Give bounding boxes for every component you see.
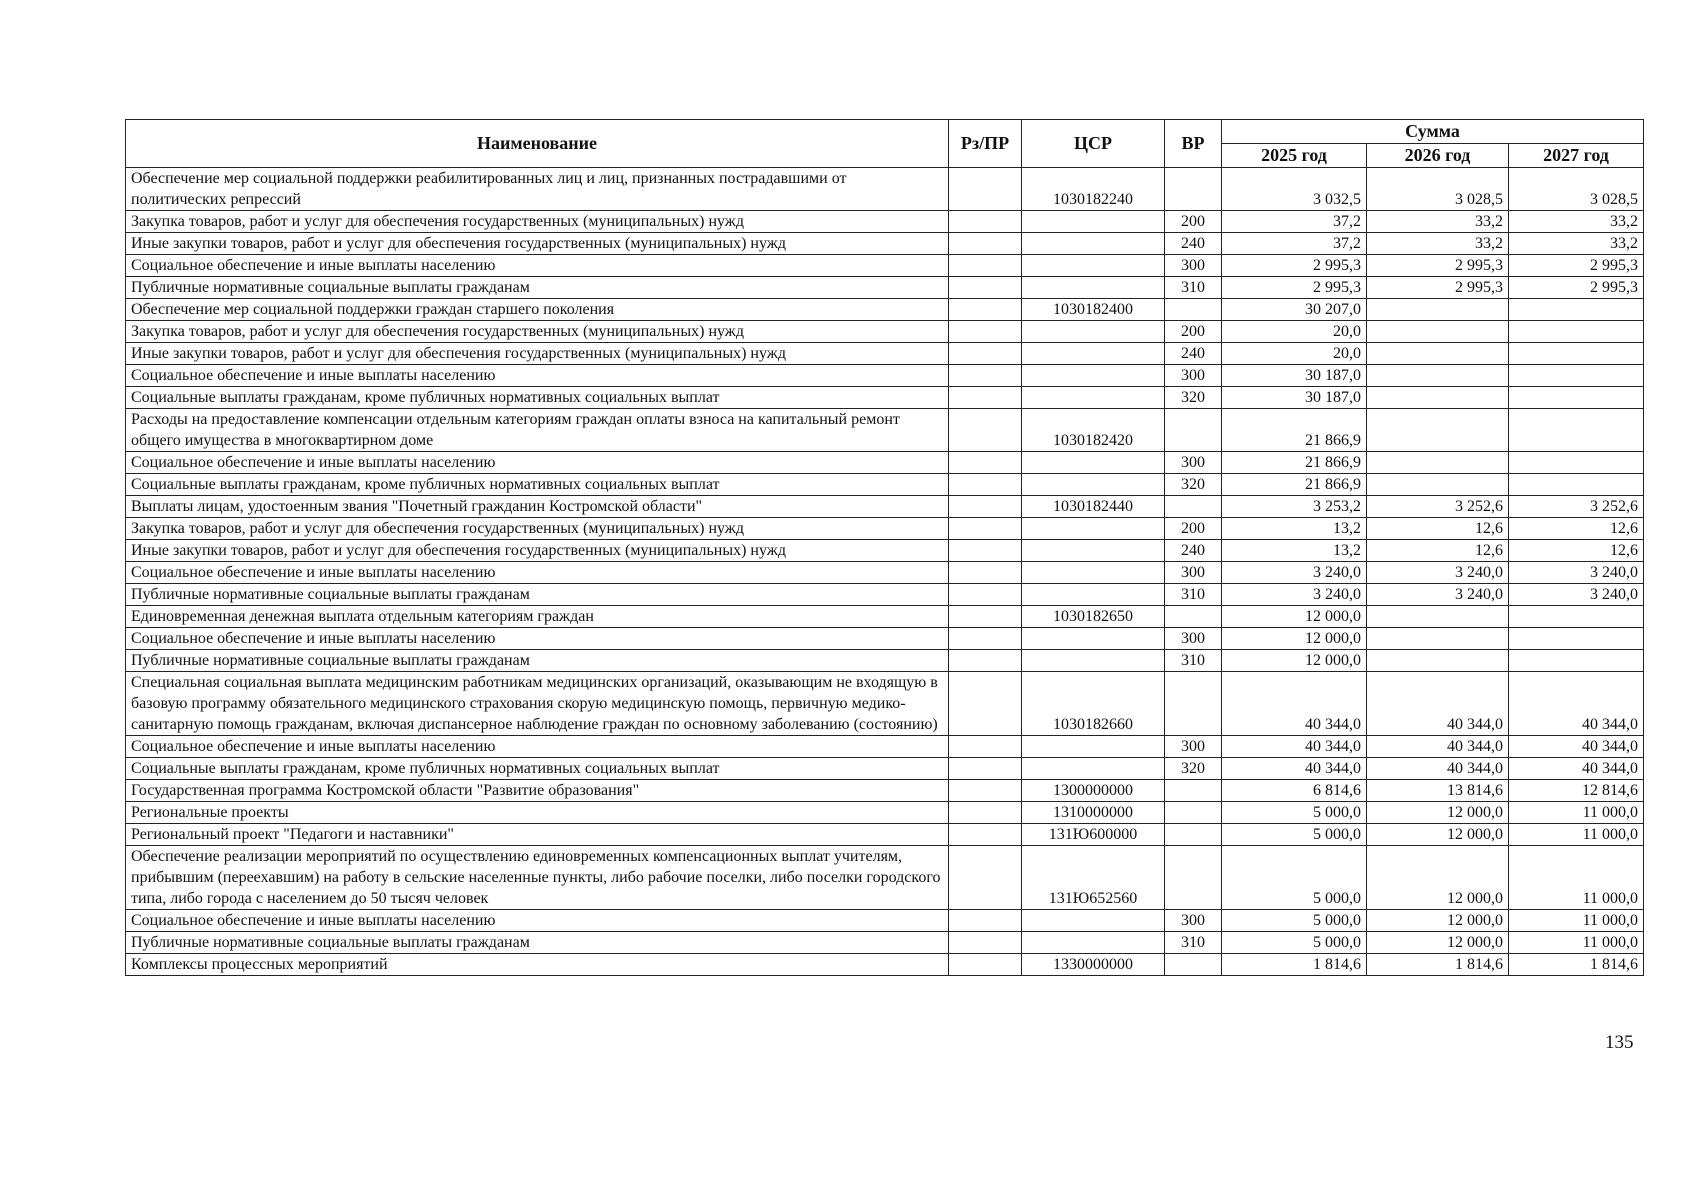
row-sum-2027: 3 240,0 [1509, 584, 1644, 606]
row-sum-2026 [1367, 628, 1509, 650]
row-name: Социальные выплаты гражданам, кроме публичных нормативных социальных выплат [126, 758, 949, 780]
row-rzpr [949, 954, 1022, 976]
row-sum-2026: 40 344,0 [1367, 758, 1509, 780]
row-csr [1022, 910, 1165, 932]
row-sum-2027 [1509, 387, 1644, 409]
col-header-name: Наименование [126, 120, 949, 168]
row-sum-2027: 40 344,0 [1509, 736, 1644, 758]
row-sum-2025: 37,2 [1222, 233, 1367, 255]
row-csr [1022, 233, 1165, 255]
row-name: Социальное обеспечение и иные выплаты населению [126, 910, 949, 932]
table-row [126, 780, 1644, 802]
row-sum-2027: 11 000,0 [1509, 932, 1644, 954]
table-row [126, 233, 1644, 255]
table-row [126, 299, 1644, 321]
row-csr: 1300000000 [1022, 780, 1165, 802]
row-vr: 240 [1165, 343, 1222, 365]
row-rzpr [949, 584, 1022, 606]
row-sum-2026 [1367, 409, 1509, 452]
row-vr: 200 [1165, 321, 1222, 343]
row-sum-2026 [1367, 299, 1509, 321]
row-sum-2026: 12 000,0 [1367, 802, 1509, 824]
row-sum-2026: 33,2 [1367, 233, 1509, 255]
row-csr [1022, 758, 1165, 780]
row-sum-2025: 3 240,0 [1222, 584, 1367, 606]
row-sum-2027 [1509, 343, 1644, 365]
row-rzpr [949, 452, 1022, 474]
row-vr [1165, 168, 1222, 211]
row-vr: 300 [1165, 910, 1222, 932]
table-row [126, 255, 1644, 277]
row-vr [1165, 606, 1222, 628]
table-row [126, 910, 1644, 932]
row-rzpr [949, 802, 1022, 824]
row-csr [1022, 650, 1165, 672]
row-sum-2026: 3 028,5 [1367, 168, 1509, 211]
row-sum-2027 [1509, 650, 1644, 672]
row-vr: 240 [1165, 540, 1222, 562]
table-row [126, 562, 1644, 584]
row-sum-2025: 21 866,9 [1222, 474, 1367, 496]
table-row [126, 365, 1644, 387]
row-csr [1022, 518, 1165, 540]
row-sum-2026: 12 000,0 [1367, 910, 1509, 932]
row-csr [1022, 321, 1165, 343]
row-rzpr [949, 846, 1022, 910]
col-header-vr: ВР [1165, 120, 1222, 168]
row-sum-2026 [1367, 343, 1509, 365]
row-sum-2026 [1367, 452, 1509, 474]
row-vr: 300 [1165, 255, 1222, 277]
row-sum-2025: 30 207,0 [1222, 299, 1367, 321]
row-rzpr [949, 321, 1022, 343]
row-csr [1022, 452, 1165, 474]
row-sum-2027: 1 814,6 [1509, 954, 1644, 976]
row-sum-2027 [1509, 299, 1644, 321]
row-sum-2026: 13 814,6 [1367, 780, 1509, 802]
col-header-2026: 2026 год [1367, 144, 1509, 168]
row-vr [1165, 824, 1222, 846]
table-row [126, 540, 1644, 562]
table-header [126, 120, 1644, 168]
row-name: Социальные выплаты гражданам, кроме публичных нормативных социальных выплат [126, 474, 949, 496]
row-name: Единовременная денежная выплата отдельным категориям граждан [126, 606, 949, 628]
row-rzpr [949, 932, 1022, 954]
row-sum-2026: 3 252,6 [1367, 496, 1509, 518]
row-vr [1165, 299, 1222, 321]
table-row [126, 409, 1644, 452]
row-csr: 1030182650 [1022, 606, 1165, 628]
row-sum-2027: 2 995,3 [1509, 255, 1644, 277]
row-vr [1165, 846, 1222, 910]
row-csr: 1030182400 [1022, 299, 1165, 321]
row-name: Региональный проект "Педагоги и наставники" [126, 824, 949, 846]
table-row [126, 932, 1644, 954]
row-csr: 1030182660 [1022, 672, 1165, 736]
table-row [126, 606, 1644, 628]
table-row [126, 954, 1644, 976]
row-name: Специальная социальная выплата медицинским работникам медицинских организаций, оказывающим не входящую в базовую программу обязательного медицинского страхования скорую медицинскую помощь, первичную медико-санитарную помощь гражданам, включая диспансерное наблюдение граждан по основному заболеванию (состоянию) [126, 672, 949, 736]
row-csr: 131Ю600000 [1022, 824, 1165, 846]
col-header-csr: ЦСР [1022, 120, 1165, 168]
table-row [126, 387, 1644, 409]
row-name: Закупка товаров, работ и услуг для обеспечения государственных (муниципальных) нужд [126, 211, 949, 233]
table-row [126, 343, 1644, 365]
row-name: Социальное обеспечение и иные выплаты населению [126, 562, 949, 584]
row-sum-2026 [1367, 650, 1509, 672]
row-csr [1022, 387, 1165, 409]
row-vr: 300 [1165, 365, 1222, 387]
col-header-rzpr: Рз/ПР [949, 120, 1022, 168]
row-csr [1022, 474, 1165, 496]
row-vr [1165, 954, 1222, 976]
row-sum-2025: 12 000,0 [1222, 650, 1367, 672]
table-row [126, 584, 1644, 606]
row-rzpr [949, 562, 1022, 584]
row-sum-2025: 2 995,3 [1222, 277, 1367, 299]
row-sum-2025: 20,0 [1222, 343, 1367, 365]
row-sum-2027 [1509, 321, 1644, 343]
row-vr: 310 [1165, 650, 1222, 672]
row-rzpr [949, 518, 1022, 540]
row-sum-2025: 3 253,2 [1222, 496, 1367, 518]
row-rzpr [949, 824, 1022, 846]
row-rzpr [949, 736, 1022, 758]
row-name: Публичные нормативные социальные выплаты гражданам [126, 932, 949, 954]
row-csr [1022, 540, 1165, 562]
row-vr [1165, 496, 1222, 518]
row-sum-2025: 3 032,5 [1222, 168, 1367, 211]
row-sum-2027: 11 000,0 [1509, 802, 1644, 824]
row-name: Закупка товаров, работ и услуг для обеспечения государственных (муниципальных) нужд [126, 518, 949, 540]
page-number: 135 [1605, 1032, 1634, 1053]
table-row [126, 650, 1644, 672]
col-header-2027: 2027 год [1509, 144, 1644, 168]
row-csr: 1310000000 [1022, 802, 1165, 824]
row-sum-2027: 3 252,6 [1509, 496, 1644, 518]
table-row [126, 168, 1644, 211]
row-rzpr [949, 650, 1022, 672]
row-csr [1022, 365, 1165, 387]
row-sum-2025: 40 344,0 [1222, 736, 1367, 758]
row-vr [1165, 780, 1222, 802]
row-vr: 320 [1165, 474, 1222, 496]
row-csr: 1030182440 [1022, 496, 1165, 518]
row-name: Публичные нормативные социальные выплаты гражданам [126, 277, 949, 299]
row-csr [1022, 211, 1165, 233]
row-vr: 200 [1165, 518, 1222, 540]
row-sum-2025: 5 000,0 [1222, 846, 1367, 910]
row-sum-2027: 33,2 [1509, 233, 1644, 255]
table-row [126, 496, 1644, 518]
row-name: Государственная программа Костромской области "Развитие образования" [126, 780, 949, 802]
row-name: Публичные нормативные социальные выплаты гражданам [126, 584, 949, 606]
row-name: Иные закупки товаров, работ и услуг для обеспечения государственных (муниципальных) нужд [126, 540, 949, 562]
table-row [126, 518, 1644, 540]
row-sum-2025: 5 000,0 [1222, 824, 1367, 846]
row-vr: 200 [1165, 211, 1222, 233]
row-rzpr [949, 474, 1022, 496]
table-row [126, 846, 1644, 910]
row-name: Социальное обеспечение и иные выплаты населению [126, 365, 949, 387]
table-row [126, 824, 1644, 846]
row-sum-2027: 12,6 [1509, 518, 1644, 540]
row-csr [1022, 584, 1165, 606]
row-rzpr [949, 496, 1022, 518]
row-sum-2025: 40 344,0 [1222, 758, 1367, 780]
col-header-2025: 2025 год [1222, 144, 1367, 168]
row-vr [1165, 672, 1222, 736]
row-vr: 310 [1165, 277, 1222, 299]
row-sum-2025: 21 866,9 [1222, 452, 1367, 474]
row-sum-2026: 40 344,0 [1367, 672, 1509, 736]
row-vr: 300 [1165, 628, 1222, 650]
row-sum-2027: 12,6 [1509, 540, 1644, 562]
row-sum-2027: 3 028,5 [1509, 168, 1644, 211]
row-name: Региональные проекты [126, 802, 949, 824]
row-csr [1022, 628, 1165, 650]
row-sum-2026: 12 000,0 [1367, 824, 1509, 846]
row-vr: 310 [1165, 932, 1222, 954]
row-vr [1165, 409, 1222, 452]
row-sum-2025: 2 995,3 [1222, 255, 1367, 277]
row-sum-2025: 5 000,0 [1222, 932, 1367, 954]
row-csr: 1330000000 [1022, 954, 1165, 976]
row-sum-2026: 12,6 [1367, 518, 1509, 540]
row-rzpr [949, 255, 1022, 277]
row-name: Обеспечение мер социальной поддержки граждан старшего поколения [126, 299, 949, 321]
row-sum-2025: 30 187,0 [1222, 387, 1367, 409]
row-csr [1022, 277, 1165, 299]
budget-table [125, 119, 1644, 976]
row-sum-2026: 2 995,3 [1367, 255, 1509, 277]
table-row [126, 452, 1644, 474]
row-sum-2025: 13,2 [1222, 540, 1367, 562]
table-row [126, 211, 1644, 233]
row-rzpr [949, 211, 1022, 233]
row-sum-2026: 12 000,0 [1367, 846, 1509, 910]
row-vr: 300 [1165, 736, 1222, 758]
row-sum-2026 [1367, 606, 1509, 628]
row-name: Социальные выплаты гражданам, кроме публичных нормативных социальных выплат [126, 387, 949, 409]
table-row [126, 277, 1644, 299]
row-sum-2027: 12 814,6 [1509, 780, 1644, 802]
row-sum-2026: 3 240,0 [1367, 562, 1509, 584]
row-sum-2027: 3 240,0 [1509, 562, 1644, 584]
row-sum-2027 [1509, 365, 1644, 387]
row-sum-2026 [1367, 387, 1509, 409]
row-sum-2027 [1509, 606, 1644, 628]
row-sum-2027 [1509, 628, 1644, 650]
row-sum-2027 [1509, 409, 1644, 452]
row-name: Иные закупки товаров, работ и услуг для обеспечения государственных (муниципальных) нужд [126, 343, 949, 365]
row-sum-2027: 2 995,3 [1509, 277, 1644, 299]
row-name: Социальное обеспечение и иные выплаты населению [126, 452, 949, 474]
row-rzpr [949, 780, 1022, 802]
row-rzpr [949, 343, 1022, 365]
row-sum-2025: 30 187,0 [1222, 365, 1367, 387]
row-name: Социальное обеспечение и иные выплаты населению [126, 736, 949, 758]
row-sum-2027: 40 344,0 [1509, 758, 1644, 780]
row-sum-2027 [1509, 452, 1644, 474]
table-row [126, 758, 1644, 780]
row-name: Обеспечение реализации мероприятий по осуществлению единовременных компенсационных выплат учителям, прибывшим (переехавшим) на работу в сельские населенные пункты, либо рабочие поселки, либо поселки городского типа, либо города с населением до 50 тысяч человек [126, 846, 949, 910]
row-sum-2025: 6 814,6 [1222, 780, 1367, 802]
row-sum-2026 [1367, 474, 1509, 496]
row-vr: 320 [1165, 387, 1222, 409]
row-name: Социальное обеспечение и иные выплаты населению [126, 255, 949, 277]
row-rzpr [949, 540, 1022, 562]
row-csr [1022, 562, 1165, 584]
row-rzpr [949, 299, 1022, 321]
row-rzpr [949, 168, 1022, 211]
table-row [126, 736, 1644, 758]
row-rzpr [949, 233, 1022, 255]
row-rzpr [949, 628, 1022, 650]
table-row [126, 802, 1644, 824]
row-sum-2025: 20,0 [1222, 321, 1367, 343]
row-sum-2026: 2 995,3 [1367, 277, 1509, 299]
table-row [126, 628, 1644, 650]
row-sum-2026: 3 240,0 [1367, 584, 1509, 606]
row-csr [1022, 932, 1165, 954]
row-sum-2025: 1 814,6 [1222, 954, 1367, 976]
row-sum-2025: 37,2 [1222, 211, 1367, 233]
row-sum-2026 [1367, 321, 1509, 343]
row-rzpr [949, 758, 1022, 780]
row-vr: 300 [1165, 562, 1222, 584]
row-name: Иные закупки товаров, работ и услуг для обеспечения государственных (муниципальных) нужд [126, 233, 949, 255]
row-sum-2025: 40 344,0 [1222, 672, 1367, 736]
row-sum-2025: 3 240,0 [1222, 562, 1367, 584]
row-csr: 1030182420 [1022, 409, 1165, 452]
row-sum-2025: 13,2 [1222, 518, 1367, 540]
table-row [126, 474, 1644, 496]
row-rzpr [949, 409, 1022, 452]
row-sum-2025: 12 000,0 [1222, 606, 1367, 628]
row-sum-2025: 5 000,0 [1222, 910, 1367, 932]
row-sum-2026: 33,2 [1367, 211, 1509, 233]
row-name: Расходы на предоставление компенсации отдельным категориям граждан оплаты взноса на капитальный ремонт общего имущества в многоквартирном доме [126, 409, 949, 452]
row-csr [1022, 255, 1165, 277]
row-rzpr [949, 387, 1022, 409]
row-rzpr [949, 672, 1022, 736]
table-row [126, 672, 1644, 736]
row-sum-2027: 11 000,0 [1509, 846, 1644, 910]
row-sum-2025: 12 000,0 [1222, 628, 1367, 650]
row-vr: 300 [1165, 452, 1222, 474]
row-sum-2027: 11 000,0 [1509, 910, 1644, 932]
row-name: Социальное обеспечение и иные выплаты населению [126, 628, 949, 650]
row-sum-2026: 12 000,0 [1367, 932, 1509, 954]
col-header-sum: Сумма [1222, 120, 1644, 144]
row-name: Комплексы процессных мероприятий [126, 954, 949, 976]
row-sum-2027 [1509, 474, 1644, 496]
row-rzpr [949, 277, 1022, 299]
row-vr: 240 [1165, 233, 1222, 255]
row-csr: 1030182240 [1022, 168, 1165, 211]
row-csr [1022, 736, 1165, 758]
row-sum-2025: 21 866,9 [1222, 409, 1367, 452]
row-vr [1165, 802, 1222, 824]
row-name: Закупка товаров, работ и услуг для обеспечения государственных (муниципальных) нужд [126, 321, 949, 343]
row-name: Публичные нормативные социальные выплаты гражданам [126, 650, 949, 672]
row-rzpr [949, 365, 1022, 387]
row-sum-2027: 33,2 [1509, 211, 1644, 233]
row-rzpr [949, 606, 1022, 628]
table-body [126, 168, 1644, 976]
row-name: Выплаты лицам, удостоенным звания "Почетный гражданин Костромской области" [126, 496, 949, 518]
row-sum-2026: 1 814,6 [1367, 954, 1509, 976]
row-csr: 131Ю652560 [1022, 846, 1165, 910]
row-rzpr [949, 910, 1022, 932]
row-sum-2025: 5 000,0 [1222, 802, 1367, 824]
row-name: Обеспечение мер социальной поддержки реабилитированных лиц и лиц, признанных пострадавшими от политических репрессий [126, 168, 949, 211]
row-sum-2026: 40 344,0 [1367, 736, 1509, 758]
row-sum-2027: 11 000,0 [1509, 824, 1644, 846]
row-csr [1022, 343, 1165, 365]
row-sum-2027: 40 344,0 [1509, 672, 1644, 736]
row-sum-2026 [1367, 365, 1509, 387]
row-vr: 320 [1165, 758, 1222, 780]
table-row [126, 321, 1644, 343]
row-sum-2026: 12,6 [1367, 540, 1509, 562]
row-vr: 310 [1165, 584, 1222, 606]
